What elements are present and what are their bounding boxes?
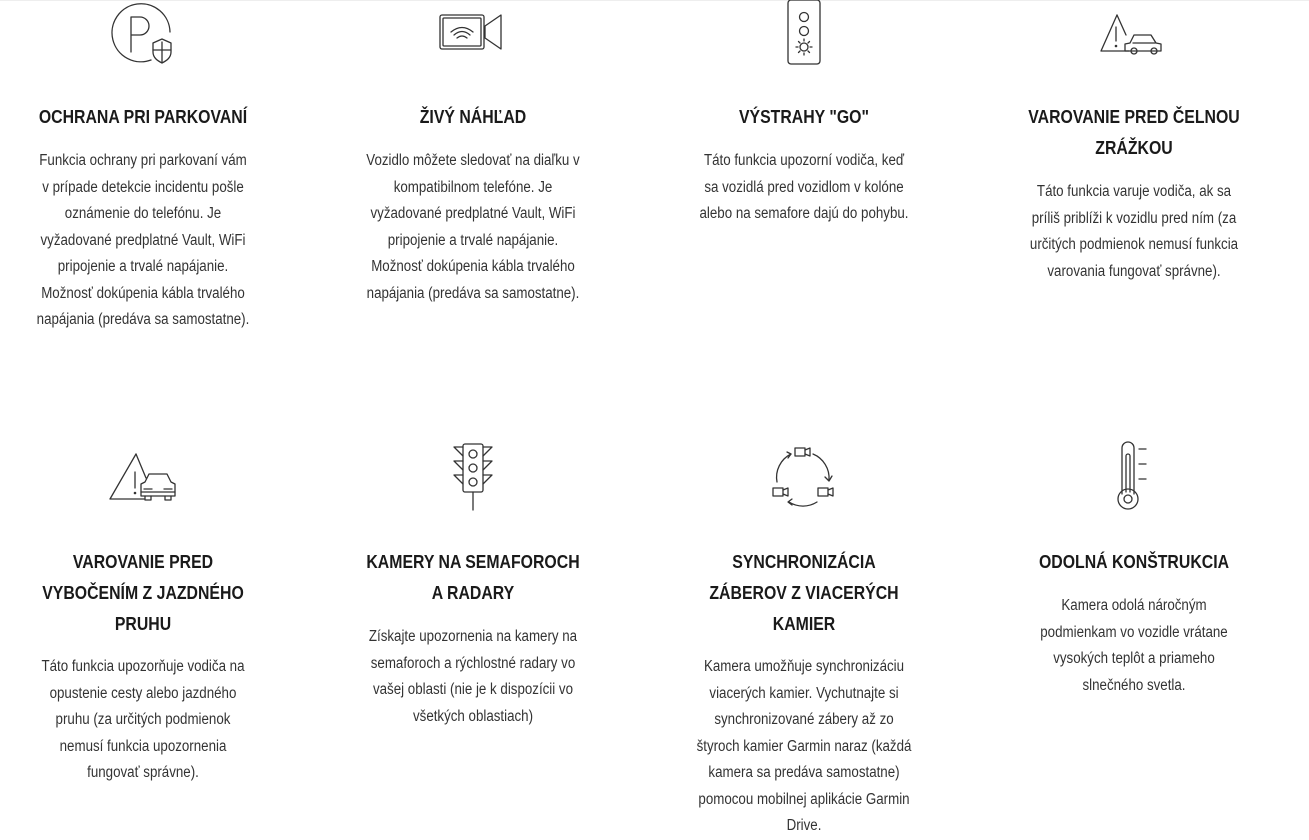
top-divider <box>0 0 1309 1</box>
feature-title: VAROVANIE PRED VYBOČENÍM Z JAZDNÉHO PRUHU <box>42 552 244 634</box>
feature-title: ŽIVÝ NÁHĽAD <box>419 107 527 127</box>
feature-description: Táto funkcia varuje vodiča, ak sa príliš priblíži k vozidlu pred ním (za určitých podmienok nemusí funkcia varovania fungovať správne). <box>1029 183 1239 280</box>
feature-description: Funkcia ochrany pri parkovaní vám v prípade detekcie incidentu pošle oznámenie do telefónu. Je vyžadované predplatné Vault, WiFi pripojenie a trvalé napájanie. Možnosť dokúpenia kábla trvalého napájania (predáva sa samostatne). <box>36 152 250 328</box>
lane-departure-warning-icon <box>18 452 268 504</box>
parking-shield-icon <box>18 2 268 66</box>
multi-camera-sync-icon <box>679 444 929 510</box>
feature-description: Kamera umožňuje synchronizáciu viacerých kamier. Vychutnajte si synchronizované zábery až zo štyroch kamier Garmin naraz (každá kamera sa predáva samostatne) pomocou mobilnej aplikácie Garmin Drive. <box>696 658 912 834</box>
feature-title: ODOLNÁ KONŠTRUKCIA <box>1038 552 1230 572</box>
traffic-light-go-icon <box>679 0 929 66</box>
feature-description: Získajte upozornenia na kamery na semaforoch a rýchlostné radary vo vašej oblasti (nie je k dispozícii vo všetkých oblastiach) <box>368 628 578 725</box>
thermometer-icon <box>1009 442 1259 512</box>
feature-title: VÝSTRAHY "GO" <box>738 107 870 127</box>
traffic-light-camera-icon <box>348 442 598 512</box>
feature-title: SYNCHRONIZÁCIA ZÁBEROV Z VIACERÝCH KAMIER <box>709 552 899 634</box>
feature-description: Vozidlo môžete sledovať na diaľku v kompatibilnom telefóne. Je vyžadované predplatné Vault, WiFi pripojenie a trvalé napájanie. Možnosť dokúpenia kábla trvalého napájania (predáva sa samostatne). <box>366 152 580 302</box>
feature-description: Táto funkcia upozorní vodiča, keď sa vozidlá pred vozidlom v kolóne alebo na semafore dajú do pohybu. <box>699 152 909 222</box>
feature-title: KAMERY NA SEMAFOROCH A RADARY <box>366 552 580 603</box>
feature-description: Táto funkcia upozorňuje vodiča na opustenie cesty alebo jazdného pruhu (za určitých podmienok nemusí funkcia upozornenia fungovať správne). <box>41 658 245 781</box>
feature-title: VAROVANIE PRED ČELNOU ZRÁŽKOU <box>1028 107 1240 158</box>
live-view-camera-icon <box>348 12 598 52</box>
feature-title: OCHRANA PRI PARKOVANÍ <box>38 107 248 127</box>
feature-description: Kamera odolá náročným podmienkam vo vozidle vrátane vysokých teplôt a priameho slnečného svetla. <box>1040 597 1228 694</box>
forward-collision-warning-icon <box>1009 12 1259 56</box>
